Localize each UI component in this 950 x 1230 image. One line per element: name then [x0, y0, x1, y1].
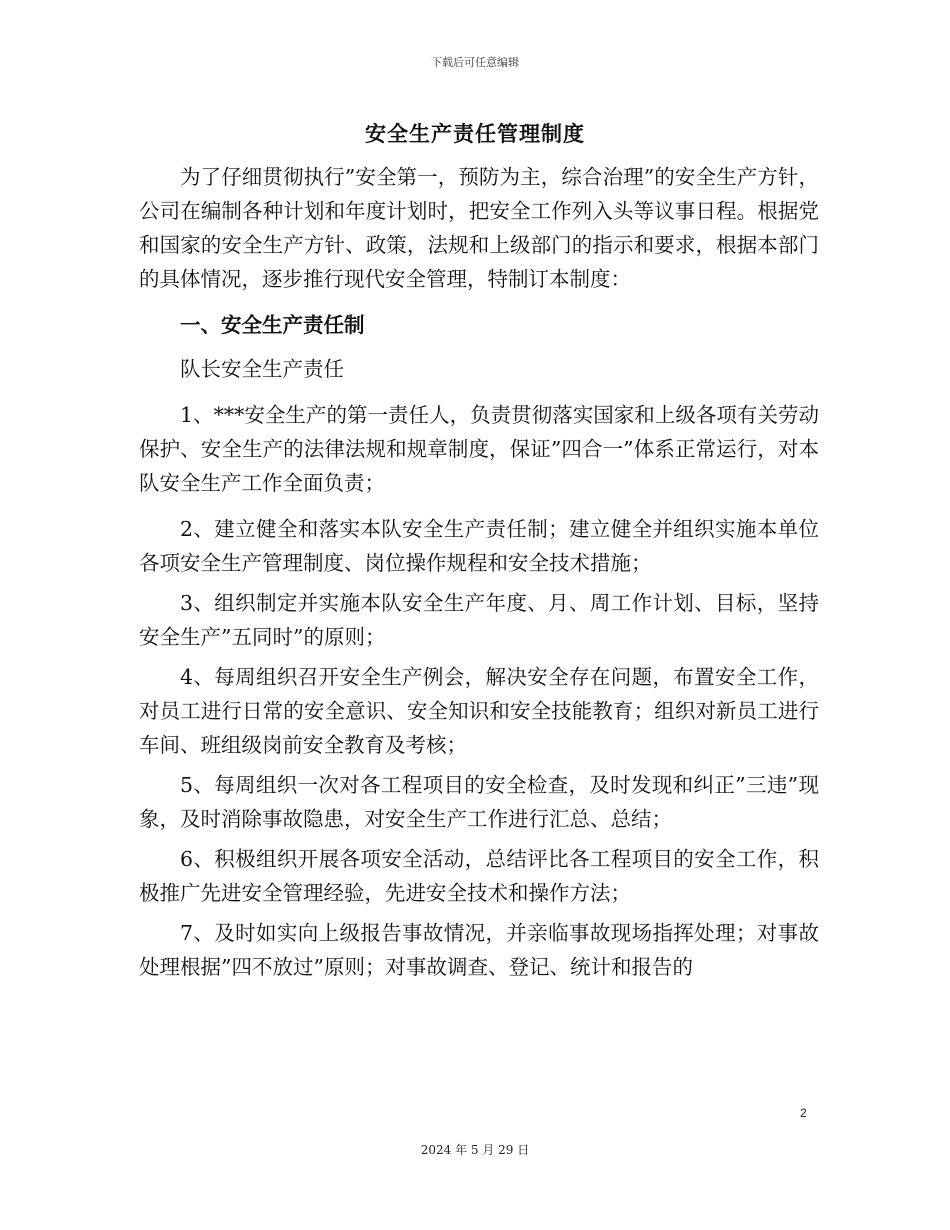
document-body — [139, 160, 819, 990]
footer-date: 2024 年 5 月 29 日 — [420, 1143, 530, 1157]
intro-paragraph: 为了仔细贯彻执行”安全第一，预防为主，综合治理”的安全生产方针，公司在编制各种计划和年度计划时，把安全工作列入头等议事日程。根据党和国家的安全生产方针、政策，法规和上级部门的指示和要求，根据本部门的具体情况，逐步推行现代安全管理，特制订本制度： — [139, 165, 819, 291]
list-item: 4、每周组织召开安全生产例会，解决安全存在问题，布置安全工作，对员工进行日常的安全意识、安全知识和安全技能教育；组织对新员工进行车间、班组级岗前安全教育及考核； — [139, 665, 819, 757]
page-number: 2 — [800, 1106, 807, 1120]
list-item: 1、***安全生产的第一责任人，负责贯彻落实国家和上级各项有关劳动保护、安全生产的法律法规和规章制度，保证”四合一”体系正常运行，对本队安全生产工作全面负责； — [139, 403, 819, 495]
list-item: 5、每周组织一次对各工程项目的安全检查，及时发现和纠正”三违”现象，及时消除事故隐患，对安全生产工作进行汇总、总结； — [139, 773, 819, 831]
list-item: 7、及时如实向上级报告事故情况，并亲临事故现场指挥处理；对事故处理根据”四不放过”原则；对事故调查、登记、统计和报告的 — [139, 921, 819, 979]
page-header-note: 下载后可任意编辑 — [431, 56, 519, 69]
list-item: 6、积极组织开展各项安全活动，总结评比各工程项目的安全工作，积极推广先进安全管理经验，先进安全技术和操作方法； — [139, 847, 819, 905]
list-item: 2、建立健全和落实本队安全生产责任制；建立健全并组织实施本单位各项安全生产管理制度、岗位操作规程和安全技术措施； — [139, 517, 819, 575]
document-title: 安全生产责任管理制度 — [365, 121, 585, 146]
section-heading: 一、安全生产责任制 — [180, 313, 365, 337]
list-item: 3、组织制定并实施本队安全生产年度、月、周工作计划、目标，坚持安全生产”五同时”的原则； — [139, 591, 819, 649]
subsection-title: 队长安全生产责任 — [180, 357, 344, 381]
